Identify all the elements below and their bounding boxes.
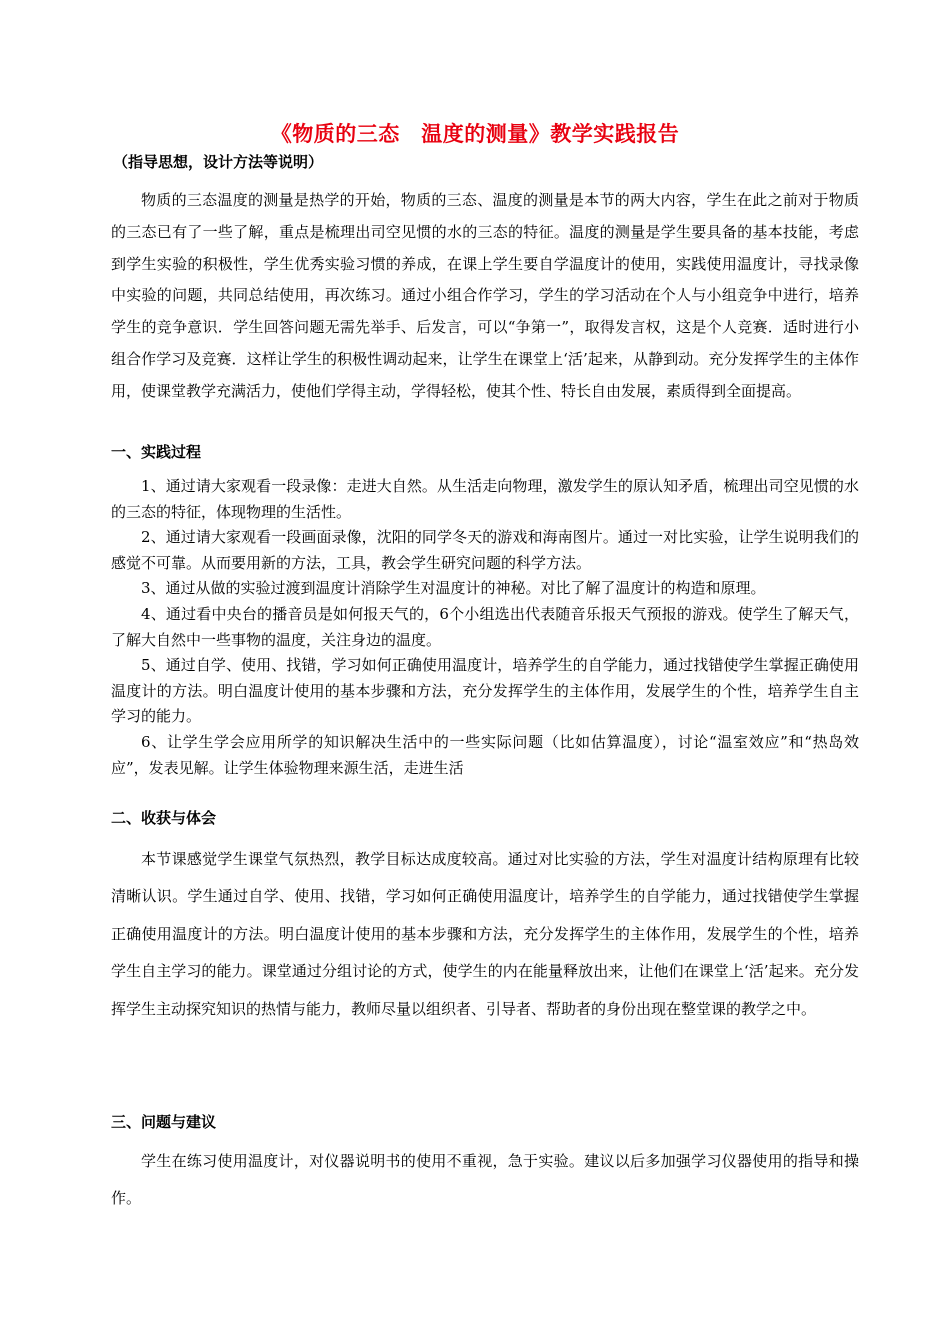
practice-step-4: 4、通过看中央台的播音员是如何报天气的，6个小组选出代表随音乐报天气预报的游戏。使学生了解天气，了解大自然中一些事物的温度，关注身边的温度。 (111, 604, 859, 649)
practice-step-5: 5、通过自学、使用、找错，学习如何正确使用温度计，培养学生的自学能力，通过找错使学生掌握正确使用温度计的方法。明白温度计使用的基本步骤和方法，充分发挥学生的主体作用，发展学生的个性，培养学生自主学习的能力。 (111, 656, 859, 726)
practice-step-3: 3、通过从做的实验过渡到温度计消除学生对温度计的神秘。对比了解了温度计的构造和原理。 (141, 579, 766, 598)
practice-step-2: 2、通过请大家观看一段画面录像，沈阳的同学冬天的游戏和海南图片。通过一对比实验，让学生说明我们的感觉不可靠。从而要用新的方法，工具，教会学生研究问题的科学方法。 (111, 528, 859, 572)
document-title: 《物质的三态 温度的测量》教学实践报告 (270, 122, 680, 146)
practice-steps (111, 474, 859, 781)
practice-step-1: 1、通过请大家观看一段录像：走进大自然。从生活走向物理，激发学生的原认知矛盾，梳理出司空见惯的水的三态的特征，体现物理的生活性。 (111, 477, 859, 521)
intro-paragraph: 物质的三态温度的测量是热学的开始，物质的三态、温度的测量是本节的两大内容，学生在此之前对于物质的三态已有了一些了解，重点是梳理出司空见惯的水的三态的特征。温度的测量是学生要具备的基本技能，考虑到学生实验的积极性，学生优秀实验习惯的养成，在课上学生要自学温度计的使用，实践使用温度计，寻找录像中实验的问题，共同总结使用，再次练习。通过小组合作学习，学生的学习活动在个人与小组竞争中进行，培养学生的竞争意识．学生回答问题无需先举手、后发言，可以“争第一”，取得发言权，这是个人竞赛．适时进行小组合作学习及竞赛．这样让学生的积极性调动起来，让学生在课堂上‘活’起来，从静到动。充分发挥学生的主体作用，使课堂教学充满活力，使他们学得主动，学得轻松，使其个性、特长自由发展，素质得到全面提高。 (111, 191, 859, 400)
section-heading-gains: 二、收获与体会 (111, 809, 217, 827)
gains-paragraph: 本节课感觉学生课堂气氛热烈，教学目标达成度较高。通过对比实验的方法，学生对温度计结构原理有比较清晰认识。学生通过自学、使用、找错，学习如何正确使用温度计，培养学生的自学能力，通过找错使学生掌握正确使用温度计的方法。明白温度计使用的基本步骤和方法，充分发挥学生的主体作用，发展学生的个性，培养学生自主学习的能力。课堂通过分组讨论的方式，使学生的内在能量释放出来，让他们在课堂上‘活’起来。充分发挥学生主动探究知识的热情与能力，教师尽量以组织者、引导者、帮助者的身份出现在整堂课的教学之中。 (111, 850, 859, 1018)
section-heading-practice: 一、实践过程 (111, 443, 202, 461)
document-subtitle: （指导思想，设计方法等说明） (113, 153, 324, 171)
practice-step-6: 6、让学生学会应用所学的知识解决生活中的一些实际问题（比如估算温度），讨论“温室效应”和“热岛效应”，发表见解。让学生体验物理来源生活，走进生活 (111, 732, 859, 777)
issues-paragraph: 学生在练习使用温度计，对仪器说明书的使用不重视，急于实验。建议以后多加强学习仪器使用的指导和操作。 (111, 1152, 859, 1208)
section-heading-issues: 三、问题与建议 (111, 1113, 217, 1131)
